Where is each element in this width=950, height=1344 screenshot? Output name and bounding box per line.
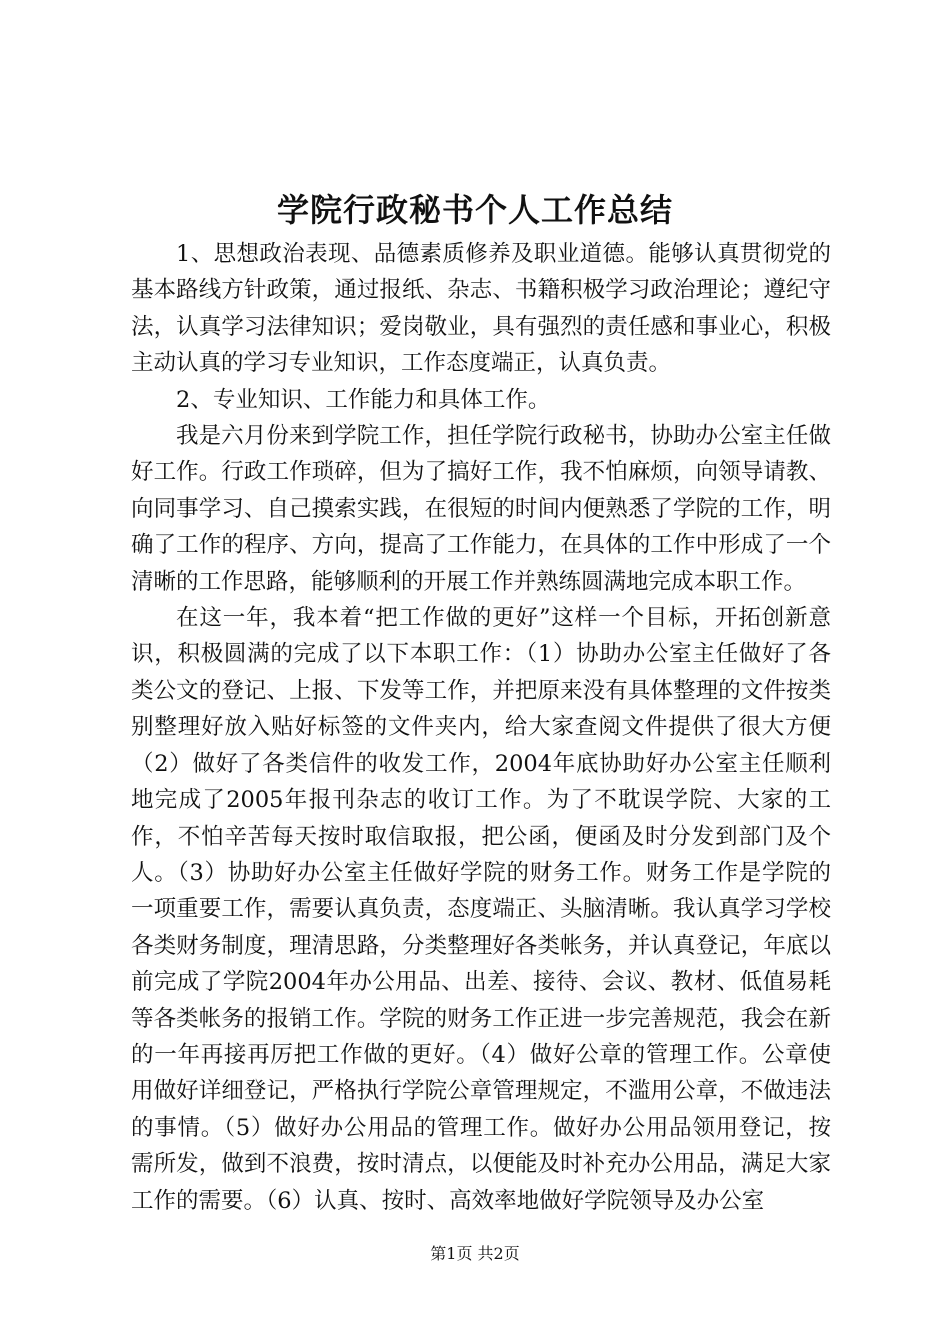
paragraph-4: 在这一年，我本着“把工作做的更好”这样一个目标，开拓创新意识，积极圆满的完成了以下本职工作：（1）协助办公室主任做好了各类公文的登记、上报、下发等工作，并把原来没有具体整理的文件按类别整理好放入贴好标签的文件夹内，给大家查阅文件提供了很大方便（2）做好了各类信件的收发工作，2004年底协助好办公室主任顺利地完成了2005年报刊杂志的收订工作。为了不耽误学院、大家的工作，不怕辛苦每天按时取信取报，把公函，便函及时分发到部门及个人。（3）协助好办公室主任做好学院的财务工作。财务工作是学院的一项重要工作，需要认真负责，态度端正、头脑清晰。我认真学习学校各类财务制度，理清思路，分类整理好各类帐务，并认真登记，年底以前完成了学院2004年办公用品、出差、接待、会议、教材、低值易耗等各类帐务的报销工作。学院的财务工作正进一步完善规范，我会在新的一年再接再厉把工作做的更好。（4）做好公章的管理工作。公章使用做好详细登记，严格执行学院公章管理规定，不滥用公章，不做违法的事情。（5）做好办公用品的管理工作。做好办公用品领用登记，按需所发，做到不浪费，按时清点，以便能及时补充办公用品，满足大家工作的需要。（6）认真、按时、高效率地做好学院领导及办公室 [131,605,831,1214]
paragraph-2: 2、专业知识、工作能力和具体工作。 [176,386,551,413]
document-body [131,236,831,1219]
paragraph-3: 我是六月份来到学院工作，担任学院行政秘书，协助办公室主任做好工作。行政工作琐碎，但为了搞好工作，我不怕麻烦，向领导请教、向同事学习、自己摸索实践，在很短的时间内便熟悉了学院的工作，明确了工作的程序、方向，提高了工作能力，在具体的工作中形成了一个清晰的工作思路，能够顺利的开展工作并熟练圆满地完成本职工作。 [131,423,831,595]
page-footer: 第1页 共2页 [430,1244,520,1263]
paragraph-1: 1、思想政治表现、品德素质修养及职业道德。能够认真贯彻党的基本路线方针政策，通过报纸、杂志、书籍积极学习政治理论；遵纪守法，认真学习法律知识；爱岗敬业，具有强烈的责任感和事业心，积极主动认真的学习专业知识，工作态度端正，认真负责。 [131,241,831,377]
document-title: 学院行政秘书个人工作总结 [276,191,673,229]
